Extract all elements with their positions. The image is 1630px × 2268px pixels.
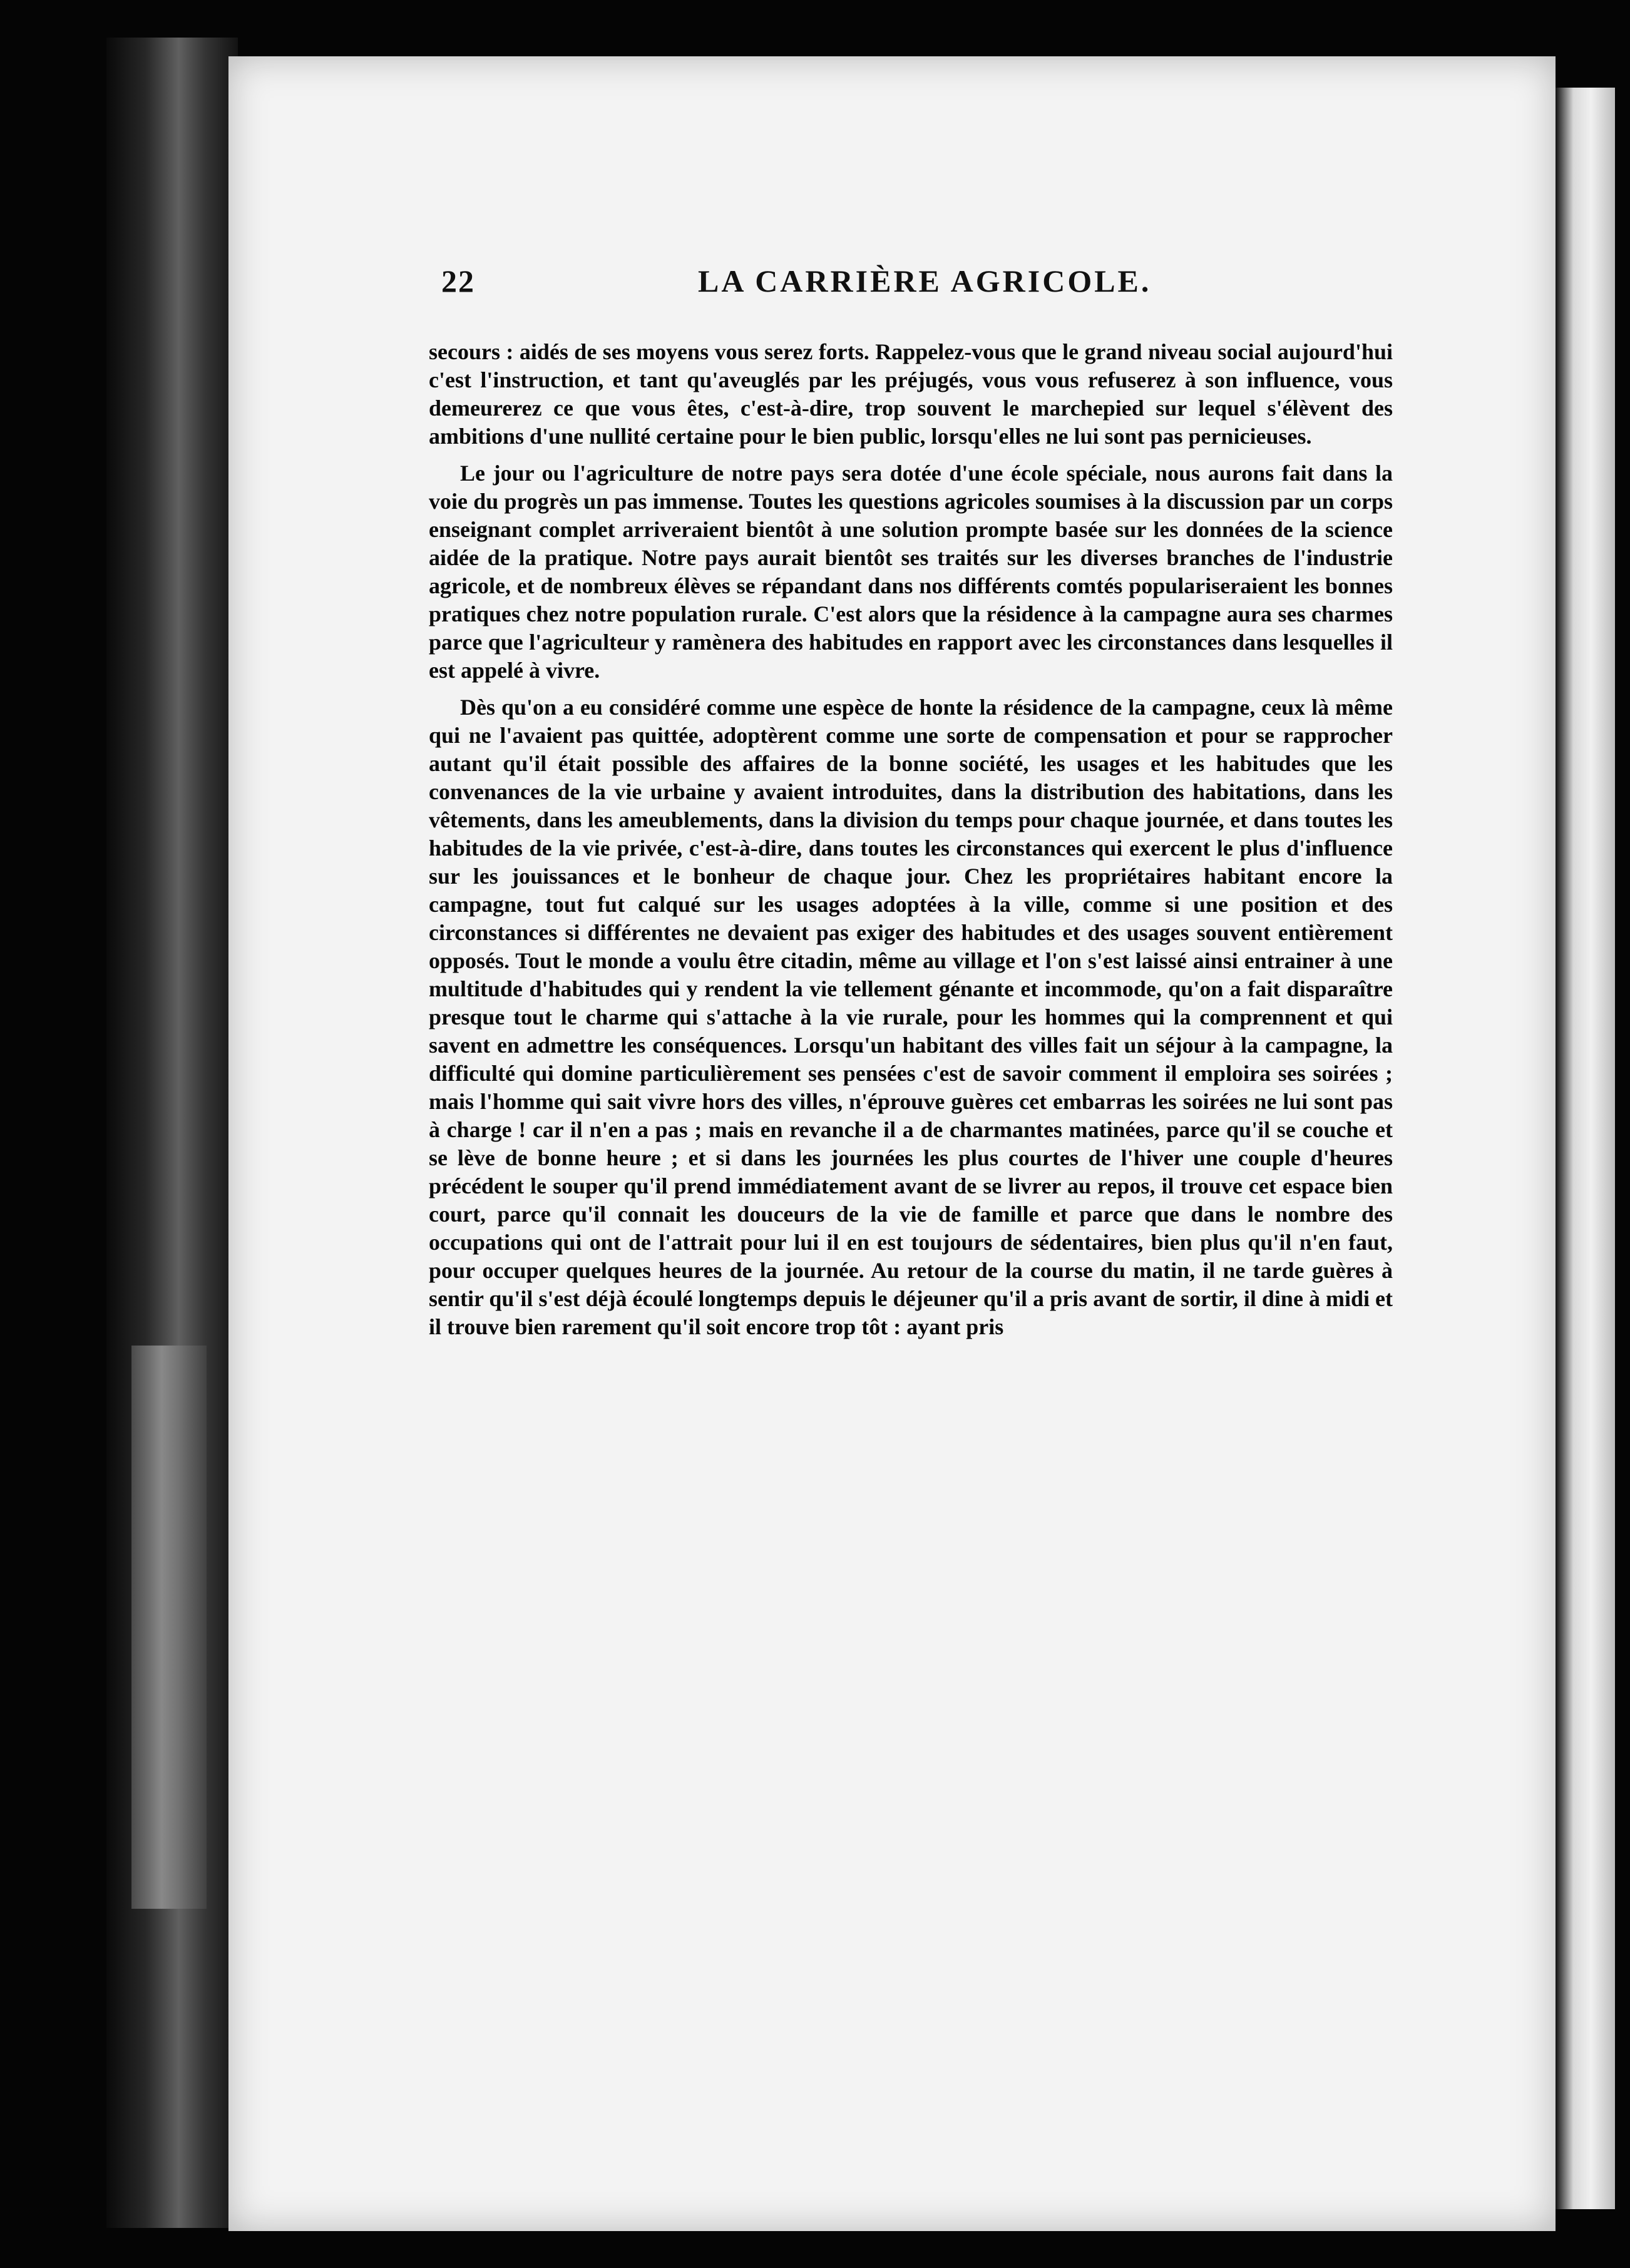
book-page xyxy=(228,56,1556,2231)
paragraph: Le jour ou l'agriculture de notre pays sera dotée d'une école spéciale, nous aurons fait dans la voie du progrès un pas immense. Toutes les questions agricoles soumises à la discussion par un corps enseignant complet arriveraient bientôt à une solution prompte basée sur les données de la science aidée de la pratique. Notre pays aurait bientôt ses traités sur les diverses branches de l'industrie agricole, et de nombreux élèves se répandant dans nos différents comtés populariseraient les bonnes pratiques chez notre population rurale. C'est alors que la résidence à la campagne aura ses charmes parce que l'agriculteur y ramènera des habitudes en rapport avec les circonstances dans lesquelles il est appelé à vivre. xyxy=(429,461,1393,683)
running-title: LA CARRIÈRE AGRICOLE. xyxy=(698,263,1152,299)
paragraph-continuation: secours : aidés de ses moyens vous serez forts. Rappelez-vous que le grand niveau social aujourd'hui c'est l'instruction, et tant qu'aveuglés par les préjugés, vous vous refuserez à son influence, vous demeurerez ce que vous êtes, c'est-à-dire, trop souvent le marchepied sur lequel s'élèvent des ambitions d'une nullité certaine pour le bien public, lorsqu'elles ne lui sont pas pernicieuses. xyxy=(429,339,1393,449)
facing-page-edge xyxy=(1556,88,1615,2209)
body-text xyxy=(429,338,1393,1341)
binding-tape xyxy=(131,1346,207,1909)
page-number: 22 xyxy=(441,263,475,299)
page-header xyxy=(441,263,1361,338)
paragraph: Dès qu'on a eu considéré comme une espèce de honte la résidence de la campagne, ceux là même qui ne l'avaient pas quittée, adoptèrent comme une sorte de compensation et pour se rapprocher autant qu'il était possible des affaires de la bonne société, les usages et les habitudes que les convenances de la vie urbaine y avaient introduites, dans la distribution des habitations, dans les vêtements, dans les ameublements, dans la division du temps pour chaque journée, et dans toutes les habitudes de la vie privée, c'est-à-dire, dans toutes les circonstances qui exercent le plus d'influence sur les jouissances et le bonheur de chaque jour. Chez les propriétaires habitant encore la campagne, tout fut calqué sur les usages adoptées à la ville, comme si une position et des circonstances si différentes ne devaient pas exiger des habitudes et des usages souvent entièrement opposés. Tout le monde a voulu être citadin, même au village et l'on s'est laissé ainsi entrainer à une multitude d'habitudes qui y rendent la vie tellement génante et incommode, qu'on a fait disparaître presque tout le charme qui s'attache à la vie rurale, pour les hommes qui la comprennent et qui savent en admettre les conséquences. Lorsqu'un habitant des villes fait un séjour à la campagne, la difficulté qui domine particulièrement ses pensées c'est de savoir comment il emploira ses soirées ; mais l'homme qui sait vivre hors des villes, n'éprouve guères cet embarras les soirées ne lui sont pas à charge ! car il n'en a pas ; mais en revanche il a de charmantes matinées, parce qu'il se couche et se lève de bonne heure ; et si dans les journées les plus courtes de l'hiver une couple d'heures précédent le souper qu'il prend immédiatement avant de se livrer au repos, il trouve cet espace bien court, parce qu'il connait les douceurs de la vie de famille et parce que dans le nombre des occupations qui ont de l'attrait pour lui il en est toujours de sédentaires, bien plus qu'il n'en faut, pour occuper quelques heures de la journée. Au retour de la course du matin, il ne tarde guères à sentir qu'il s'est déjà écoulé longtemps depuis le déjeuner qu'il a pris avant de sortir, il dine à midi et il trouve bien rarement qu'il soit encore trop tôt : ayant pris xyxy=(429,695,1393,1339)
